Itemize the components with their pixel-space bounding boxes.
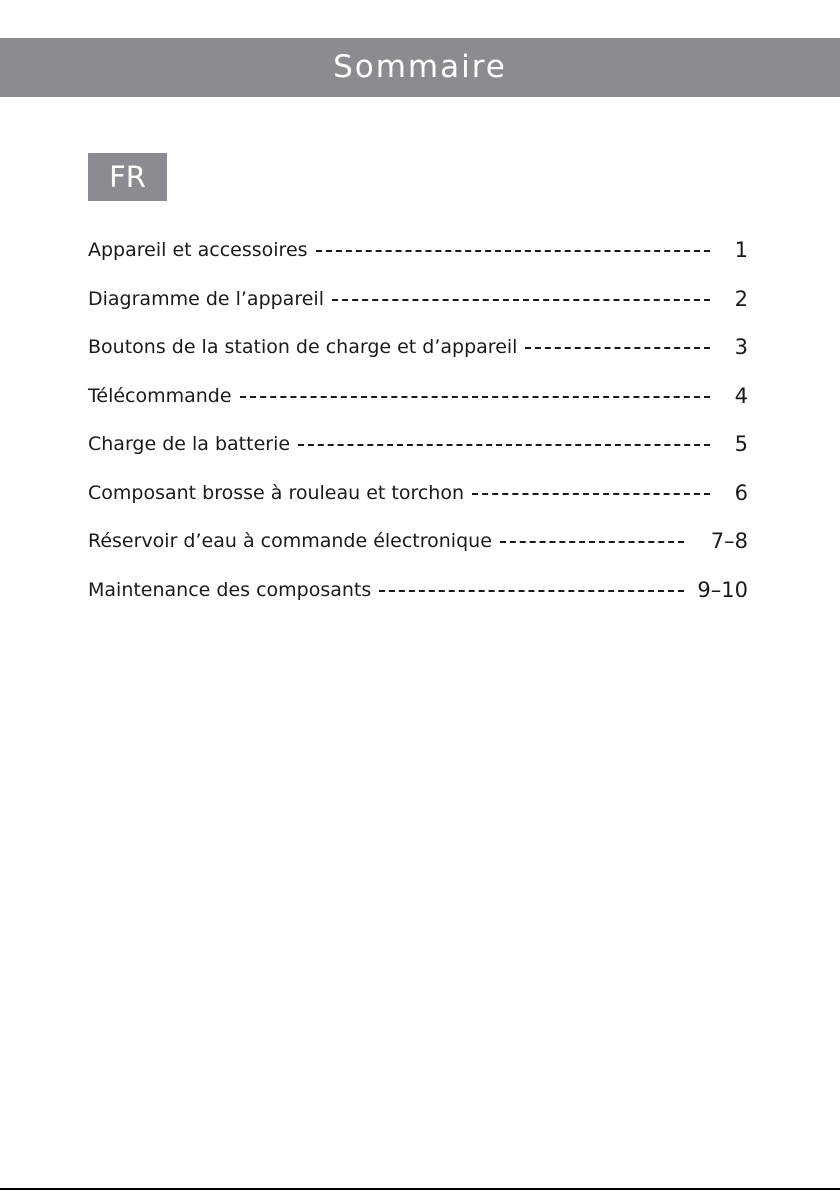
page-title: Sommaire xyxy=(333,49,507,85)
toc-dot-leader xyxy=(298,444,710,446)
language-badge xyxy=(88,153,167,201)
toc-entry-page: 5 xyxy=(734,432,748,457)
toc-entry-charge-batterie[interactable] xyxy=(88,420,748,469)
header-band xyxy=(0,38,840,97)
toc-entry-diagramme[interactable] xyxy=(88,275,748,324)
toc-entry-label: Réservoir d’eau à commande électronique xyxy=(88,530,492,553)
toc-entry-label: Diagramme de l’appareil xyxy=(88,287,324,310)
toc-dot-leader xyxy=(240,396,710,398)
toc-entry-label: Appareil et accessoires xyxy=(88,239,308,262)
toc-dot-leader xyxy=(332,299,710,301)
toc-entry-label: Charge de la batterie xyxy=(88,433,291,456)
toc-entry-page: 9–10 xyxy=(697,577,748,602)
toc-entry-label: Télécommande xyxy=(88,384,232,407)
toc-entry-page: 2 xyxy=(734,286,748,311)
toc-entry-page: 3 xyxy=(734,335,748,360)
table-of-contents xyxy=(88,226,748,614)
toc-entry-maintenance[interactable] xyxy=(88,566,748,615)
toc-dot-leader xyxy=(379,590,684,592)
toc-dot-leader xyxy=(525,347,710,349)
toc-entry-boutons[interactable] xyxy=(88,323,748,372)
toc-entry-telecommande[interactable] xyxy=(88,372,748,421)
toc-dot-leader xyxy=(316,250,710,252)
toc-entry-page: 6 xyxy=(734,480,748,505)
toc-entry-appareil-accessoires[interactable] xyxy=(88,226,748,275)
toc-entry-page: 7–8 xyxy=(710,529,748,554)
toc-entry-reservoir[interactable] xyxy=(88,517,748,566)
toc-entry-page: 4 xyxy=(734,383,748,408)
toc-entry-label: Boutons de la station de charge et d’appareil xyxy=(88,336,518,359)
toc-dot-leader xyxy=(500,541,684,543)
language-badge-label: FR xyxy=(109,159,146,194)
toc-entry-label: Composant brosse à rouleau et torchon xyxy=(88,481,465,504)
toc-entry-label: Maintenance des composants xyxy=(88,578,372,601)
toc-entry-page: 1 xyxy=(734,238,748,263)
toc-dot-leader xyxy=(472,493,710,495)
bottom-divider xyxy=(0,1188,840,1190)
toc-entry-brosse-rouleau[interactable] xyxy=(88,469,748,518)
